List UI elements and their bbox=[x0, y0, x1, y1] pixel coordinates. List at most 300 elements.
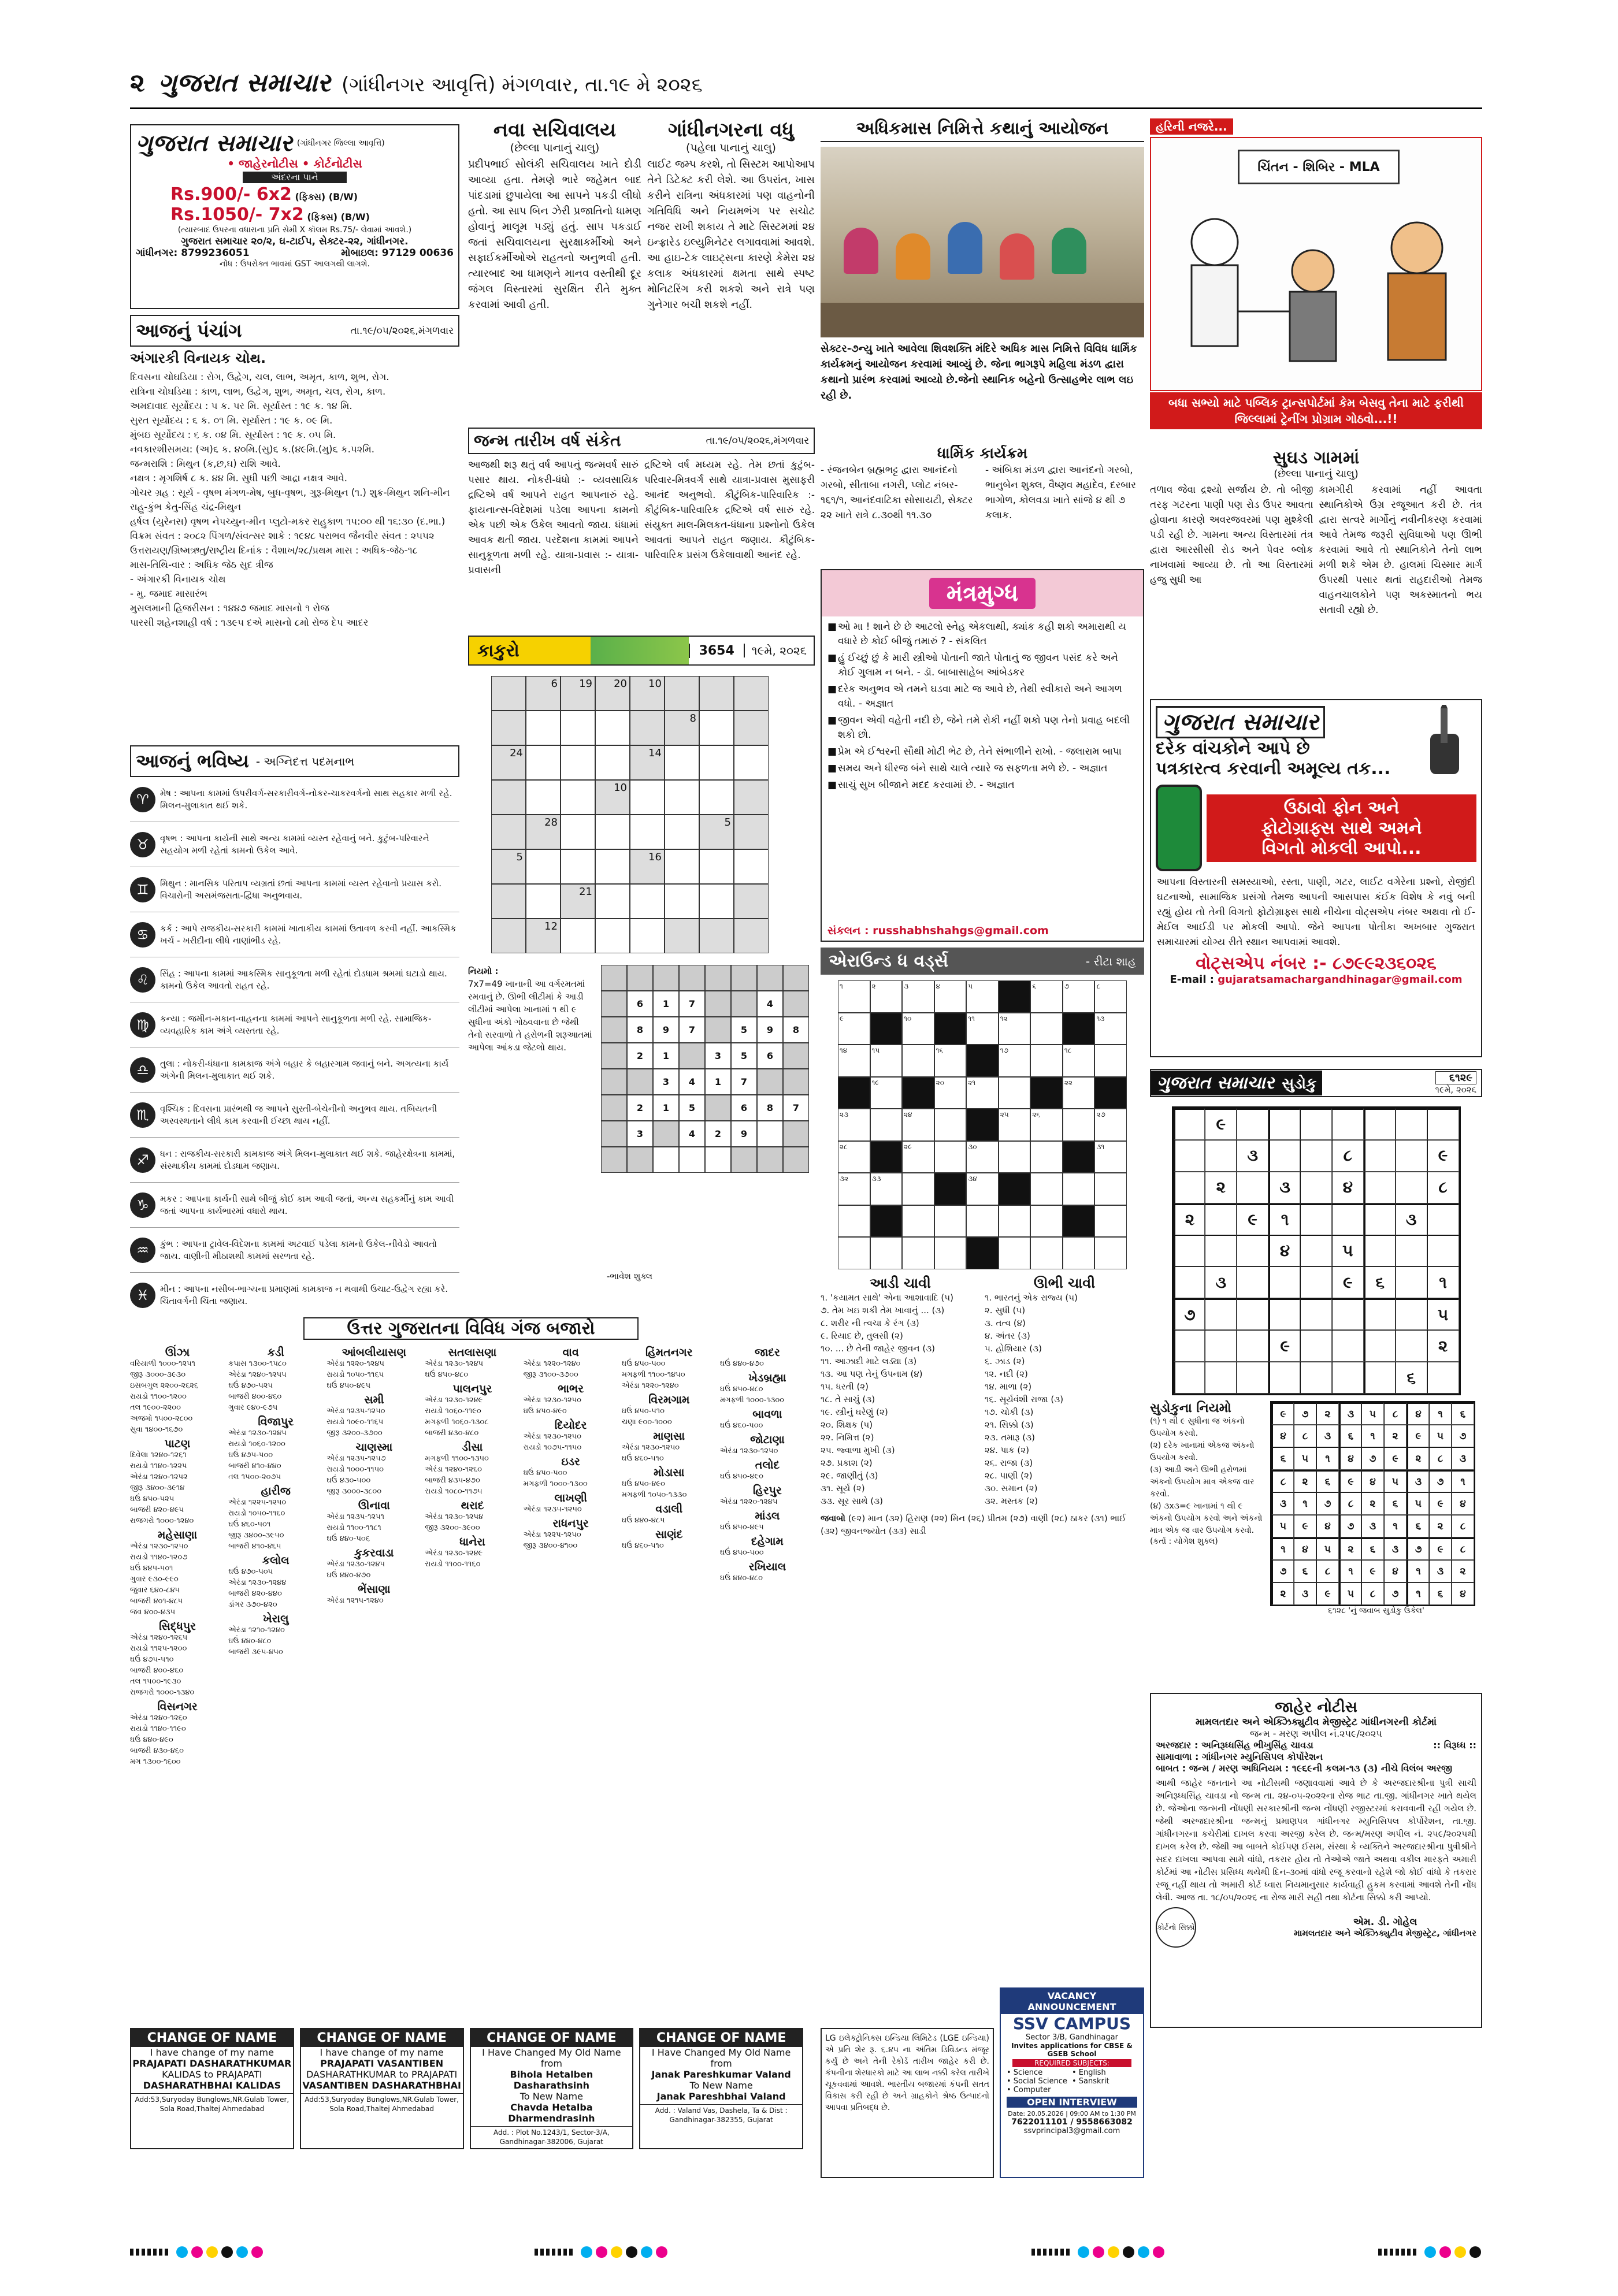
sudoku-cell[interactable] bbox=[1268, 1362, 1300, 1394]
kakuro-solution-cell bbox=[783, 1147, 809, 1173]
zodiac-icon: ♈ bbox=[130, 787, 155, 812]
market-row: બાજરી ૪૨૦-૪૪૦ bbox=[228, 1589, 282, 1598]
sudoku-cell: ૭ bbox=[1271, 1560, 1294, 1582]
kakuro-cell[interactable] bbox=[595, 884, 630, 919]
kakuro-cell[interactable] bbox=[665, 849, 699, 884]
sudoku-cell[interactable] bbox=[1364, 1108, 1396, 1140]
kakuro-cell[interactable] bbox=[561, 919, 595, 953]
sudoku-cell[interactable] bbox=[1332, 1362, 1364, 1394]
vacancy-email[interactable]: ssvprincipal3@gmail.com bbox=[1023, 2127, 1120, 2135]
crossword-down-title: ઊભી ચાવી bbox=[1033, 1275, 1096, 1291]
sudoku-cell: ૩ bbox=[1361, 1515, 1384, 1537]
sudoku-cell: ૩ bbox=[1452, 1447, 1474, 1470]
market-row: ઘઉં ૪૭૦-૫૨૫ bbox=[228, 1381, 273, 1390]
market-row: એરંડા ૧૨૪૦-૧૨૫૫ bbox=[228, 1370, 287, 1379]
kakuro-cell[interactable] bbox=[561, 815, 595, 849]
market-yard-name: કડી bbox=[267, 1346, 284, 1359]
panchang-line: મુસલમાની હિજરીસન : ૧૪૪૭ જમાદ માસનો ૧ રોજ bbox=[130, 603, 329, 614]
cell-number: ૭ bbox=[1064, 982, 1070, 990]
press-slogan-1: દરેક વાંચકોને આપે છે bbox=[1156, 738, 1310, 759]
sudoku-cell[interactable] bbox=[1300, 1140, 1332, 1172]
kakuro-cell[interactable] bbox=[699, 745, 734, 780]
registration-dot bbox=[596, 2246, 607, 2258]
crossword-cell[interactable] bbox=[1030, 1141, 1063, 1173]
registration-dot bbox=[1469, 2246, 1481, 2258]
sudoku-cell[interactable] bbox=[1237, 1330, 1268, 1362]
sudoku-cell: ૯ bbox=[1316, 1582, 1339, 1605]
market-row: બાજરી ૪૦૦-૪૬૦ bbox=[130, 1666, 184, 1675]
crossword-cell[interactable] bbox=[838, 1109, 870, 1141]
market-row: ઘઉં ૪૪૦-૪૭૦ bbox=[719, 1359, 764, 1368]
cell-number: ૩૦ bbox=[968, 1142, 977, 1151]
sudoku-cell[interactable] bbox=[1237, 1266, 1268, 1298]
crossword-cell[interactable] bbox=[1063, 1045, 1095, 1077]
crossword-cell[interactable] bbox=[1030, 1173, 1063, 1205]
sudoku-cell[interactable] bbox=[1237, 1172, 1268, 1203]
kakuro-cell[interactable] bbox=[630, 815, 665, 849]
sudoku-cell[interactable] bbox=[1396, 1266, 1427, 1298]
crossword-cell[interactable] bbox=[870, 1045, 903, 1077]
market-row: એરંડા ૧૨૪૦-૧૨૬૦ bbox=[425, 1465, 482, 1474]
kakuro-solution-cell: 2 bbox=[705, 1121, 731, 1147]
market-row: રાયડો ૧૧૦૦-૧૧૮૧ bbox=[326, 1524, 381, 1532]
market-row: ઘઉં ૪૪૦-૫૦૬ bbox=[326, 1535, 370, 1543]
crossword-cell[interactable] bbox=[870, 980, 903, 1013]
crossword-cell[interactable] bbox=[1063, 1077, 1095, 1109]
crossword-cell[interactable] bbox=[838, 1013, 870, 1045]
bullet-icon: ■ bbox=[827, 715, 837, 726]
sudoku-cell[interactable] bbox=[1205, 1235, 1237, 1267]
sudoku-cell: ૪ bbox=[1361, 1470, 1384, 1492]
kakuro-cell[interactable] bbox=[595, 849, 630, 884]
crossword-cell[interactable] bbox=[1094, 1109, 1127, 1141]
mantra-contact[interactable]: russhabhshahgs@gmail.com bbox=[873, 924, 1049, 937]
kakuro-solution-cell: 7 bbox=[783, 1095, 809, 1121]
crossword-cell[interactable] bbox=[934, 980, 967, 1013]
sudoku-cell[interactable] bbox=[1174, 1266, 1205, 1298]
kakuro-cell[interactable] bbox=[595, 745, 630, 780]
registration-dot bbox=[206, 2246, 218, 2258]
sudoku-cell[interactable] bbox=[1268, 1108, 1300, 1140]
zodiac-icon: ♌ bbox=[130, 967, 155, 993]
sudoku-cell[interactable] bbox=[1174, 1362, 1205, 1394]
crossword-cell[interactable] bbox=[902, 1013, 934, 1045]
notice-title: જાહેર નોટીસ bbox=[1275, 1699, 1357, 1716]
crossword-cell[interactable] bbox=[902, 1173, 934, 1205]
sudoku-cell[interactable] bbox=[1205, 1140, 1237, 1172]
kakuro-solution-cell: 5 bbox=[731, 1043, 757, 1069]
market-row: બાજરી ૪૦૧-૪૮૫ bbox=[130, 1597, 183, 1606]
crossword-cell[interactable] bbox=[902, 980, 934, 1013]
crossword-cell[interactable] bbox=[1030, 1205, 1063, 1238]
crossword-cell[interactable] bbox=[999, 1045, 1031, 1077]
whatsapp-number[interactable]: ૮૭૯૯૨૩૬૦૨૬ bbox=[1333, 953, 1437, 974]
sudoku-cell[interactable] bbox=[1396, 1298, 1427, 1330]
market-row: ઇસબગુલ ૨૨૦૦-૨૬૨૬ bbox=[130, 1381, 199, 1390]
market-row: બાજરી ૪૨૦-૪૯૫ bbox=[130, 1506, 184, 1514]
crossword-cell[interactable] bbox=[934, 1237, 967, 1269]
change-line-2: Bihola Hetalben Dasharathsinh bbox=[510, 2069, 593, 2091]
crossword-cell[interactable] bbox=[999, 1077, 1031, 1109]
crossword-cell[interactable] bbox=[934, 1109, 967, 1141]
market-row: એરંડા ૧૨૩૦-૧૨૪૪ bbox=[228, 1578, 287, 1587]
crossword-cell[interactable] bbox=[1094, 1013, 1127, 1045]
market-row: ઘઉં ૪૭૫-૫૧૦ bbox=[130, 1655, 174, 1664]
lg-notice bbox=[821, 2028, 994, 2178]
market-yard-name: બાવળા bbox=[752, 1408, 782, 1421]
horoscope-row bbox=[130, 822, 459, 867]
market-column bbox=[326, 1344, 421, 1945]
market-yard-name: ભાભર bbox=[558, 1383, 584, 1395]
sudoku-cell[interactable] bbox=[1237, 1298, 1268, 1330]
market-row: એરંડા ૧૨૧૫-૧૨૪૦ bbox=[326, 1596, 384, 1605]
birthday-date: તા.૧૯/૦૫/૨૦૨૬,મંગળવાર bbox=[706, 435, 809, 447]
crossword-cell[interactable] bbox=[1094, 1173, 1127, 1205]
sudoku-cell: ૩ bbox=[1339, 1402, 1361, 1425]
sudoku-cell: ૮ bbox=[1271, 1470, 1294, 1492]
sudoku-rule: (૨) દરેક ખાનામાં એકજ અંકનો ઉપયોગ કરવો. bbox=[1150, 1441, 1255, 1462]
sudoku-cell[interactable] bbox=[1396, 1108, 1427, 1140]
registration-dot bbox=[176, 2246, 188, 2258]
kakuro-solution-cell: 5 bbox=[679, 1095, 705, 1121]
kakuro-solution-cell bbox=[601, 1121, 627, 1147]
across-clue: ૧૩. આ પણ તેનું ઉપનામ (૪) bbox=[821, 1369, 923, 1379]
sudoku-cell: ૨ bbox=[1384, 1425, 1407, 1447]
kakuro-cell[interactable] bbox=[595, 711, 630, 745]
crossword-cell[interactable] bbox=[966, 980, 999, 1013]
crossword-cell[interactable] bbox=[870, 1109, 903, 1141]
market-yard-name: લાખણી bbox=[554, 1492, 587, 1504]
market-yard-name: માણસા bbox=[653, 1430, 685, 1443]
crossword-cell[interactable] bbox=[966, 1173, 999, 1205]
crossword-cell[interactable] bbox=[1094, 980, 1127, 1013]
kakuro-solution-cell bbox=[601, 965, 627, 991]
crossword-cell[interactable] bbox=[870, 1237, 903, 1269]
crossword-cell[interactable] bbox=[1094, 1141, 1127, 1173]
crossword-cell[interactable] bbox=[934, 1045, 967, 1077]
market-row: ઘઉં ૪૫૦-૪૮૦ bbox=[425, 1370, 469, 1379]
crossword-cell[interactable] bbox=[838, 1237, 870, 1269]
sudoku-cell: ૩ bbox=[1384, 1537, 1407, 1560]
panchang-date: તા.૧૯/૦૫/૨૦૨૬,મંગળવાર bbox=[350, 325, 454, 337]
registration-dot bbox=[1108, 2246, 1119, 2258]
crossword-cell[interactable] bbox=[1094, 1045, 1127, 1077]
crossword-cell[interactable] bbox=[966, 1141, 999, 1173]
horoscope-row bbox=[130, 777, 459, 822]
crossword-cell[interactable] bbox=[934, 1205, 967, 1238]
sudoku-cell[interactable] bbox=[1205, 1298, 1237, 1330]
sudoku-cell[interactable] bbox=[1364, 1298, 1396, 1330]
kakuro-solution-cell bbox=[601, 1095, 627, 1121]
kakuro-solution-cell bbox=[783, 991, 809, 1017]
sudoku-cell[interactable] bbox=[1300, 1235, 1332, 1267]
market-row: એરંડા ૧૨૩૦-૧૨૫૦ bbox=[621, 1443, 680, 1452]
kakuro-cell[interactable] bbox=[561, 849, 595, 884]
panchang-line: - અંગારકી વિનાયક ચોથ bbox=[130, 574, 226, 585]
kakuro-cell[interactable] bbox=[665, 745, 699, 780]
crossword-cell[interactable] bbox=[1063, 1109, 1095, 1141]
crossword-cell[interactable] bbox=[1030, 1045, 1063, 1077]
sudoku-cell[interactable] bbox=[1237, 1362, 1268, 1394]
kakuro-cell[interactable] bbox=[526, 849, 561, 884]
kakuro-cell[interactable] bbox=[734, 849, 769, 884]
sudoku-cell: ૫ bbox=[1294, 1447, 1316, 1470]
cartoon-caption: બધા સભ્યો માટે પબ્લિક ટ્રાન્સપોર્ટમાં કેમ બેસવુ તેના માટે ફરીથી જિલ્લામાં ટ્રેનીંગ પ્રોગ્રામ ગોઠવો...!! bbox=[1150, 392, 1482, 429]
sudoku-cell[interactable] bbox=[1300, 1266, 1332, 1298]
crossword-cell[interactable] bbox=[999, 1109, 1031, 1141]
zodiac-icon: ♎ bbox=[130, 1057, 155, 1083]
crossword-cell[interactable] bbox=[902, 1045, 934, 1077]
market-row: એરંડા ૧૨૩૫-૧૨૫૭ bbox=[326, 1454, 386, 1463]
kakuro-cell[interactable] bbox=[630, 780, 665, 815]
sudoku-cell[interactable] bbox=[1300, 1362, 1332, 1394]
market-row: એરંડા ૧૨૧૦-૧૨૪૦ bbox=[228, 1626, 285, 1634]
sudoku-cell: ૨ bbox=[1452, 1560, 1474, 1582]
sudoku-cell[interactable] bbox=[1396, 1235, 1427, 1267]
press-banner-1: ઉઠાવો ફોન અને bbox=[1283, 797, 1400, 818]
crossword-author: - રીટા શાહ bbox=[1085, 954, 1136, 968]
crossword-cell[interactable] bbox=[902, 1237, 934, 1269]
kakuro-cell[interactable] bbox=[526, 711, 561, 745]
sudoku-cell[interactable] bbox=[1427, 1235, 1459, 1267]
kakuro-clue-cell: 8 bbox=[665, 711, 699, 745]
crossword-grid bbox=[838, 980, 1127, 1269]
sudoku-cell[interactable] bbox=[1396, 1140, 1427, 1172]
sudoku-cell[interactable] bbox=[1300, 1172, 1332, 1203]
sudoku-cell: ૮ bbox=[1361, 1582, 1384, 1605]
kakuro-solution-cell: 8 bbox=[783, 1017, 809, 1043]
sudoku-cell[interactable] bbox=[1174, 1330, 1205, 1362]
crossword-cell[interactable] bbox=[966, 1013, 999, 1045]
cell-number: ૧૫ bbox=[871, 1046, 880, 1055]
sudoku-cell[interactable] bbox=[1205, 1203, 1237, 1235]
sudoku-cell[interactable] bbox=[1205, 1362, 1237, 1394]
market-yard-name: ખેરાલુ bbox=[262, 1613, 289, 1625]
kakuro-cell[interactable] bbox=[595, 815, 630, 849]
crossword-cell[interactable] bbox=[902, 1141, 934, 1173]
crossword-cell[interactable] bbox=[999, 1141, 1031, 1173]
sudoku-cell[interactable] bbox=[1364, 1140, 1396, 1172]
email-label: E-mail : bbox=[1170, 974, 1214, 986]
sudoku-cell[interactable] bbox=[1364, 1172, 1396, 1203]
crossword-cell[interactable] bbox=[1063, 1173, 1095, 1205]
kakuro-cell[interactable] bbox=[665, 815, 699, 849]
sudoku-cell[interactable] bbox=[1300, 1108, 1332, 1140]
sudoku-cell[interactable] bbox=[1268, 1266, 1300, 1298]
kakuro-cell[interactable] bbox=[630, 884, 665, 919]
sudoku-cell: ૪ bbox=[1452, 1492, 1474, 1515]
sudoku-cell[interactable] bbox=[1237, 1235, 1268, 1267]
sudoku-cell[interactable] bbox=[1268, 1140, 1300, 1172]
crossword-cell[interactable] bbox=[1063, 1237, 1095, 1269]
market-row: ઘઉં ૪૬૦-૫૧૦ bbox=[621, 1454, 664, 1463]
cell-number: ૬ bbox=[1032, 982, 1037, 990]
down-clue: ૫. હોશિયાર (૩) bbox=[985, 1343, 1042, 1354]
sudoku-cell[interactable] bbox=[1300, 1298, 1332, 1330]
across-clue: ૩૩. સૂર સાથે (૩) bbox=[821, 1496, 883, 1506]
kakuro-cell[interactable] bbox=[595, 919, 630, 953]
down-clue: ૩. તત્વ (૪) bbox=[985, 1318, 1026, 1328]
sudoku-cell[interactable] bbox=[1427, 1203, 1459, 1235]
crossword-cell[interactable] bbox=[1030, 1013, 1063, 1045]
market-row: જીરૂ ૩૧૦૦-૩૭૦૦ bbox=[523, 1370, 578, 1379]
sudoku-cell[interactable] bbox=[1427, 1108, 1459, 1140]
horoscope-row bbox=[130, 867, 459, 912]
sudoku-rule: (૩) આડી અને ઊભી હરોળમાં અંકનો ઉપયોગ માત્ર એકજ વાર કરવો. bbox=[1150, 1465, 1255, 1499]
sudoku-cell[interactable] bbox=[1427, 1362, 1459, 1394]
kakuro-cell[interactable] bbox=[699, 884, 734, 919]
across-clue: ૩૧. સૂર્ય (૨) bbox=[821, 1483, 865, 1493]
across-clue: ૭. તેમ ખઇ શકી તેમ ખાવાનું ... (૩) bbox=[821, 1305, 945, 1316]
panchang-title: આજનું પંચાંગ bbox=[136, 319, 242, 341]
market-title-box bbox=[303, 1317, 639, 1340]
registration-dot bbox=[581, 2246, 592, 2258]
sudoku-cell[interactable] bbox=[1174, 1140, 1205, 1172]
ad-type: • જાહેરનોટીસ • કોર્ટનોટીસ bbox=[227, 157, 362, 170]
sudoku-cell[interactable] bbox=[1396, 1172, 1427, 1203]
crossword-cell[interactable] bbox=[1030, 1237, 1063, 1269]
zodiac-icon: ♐ bbox=[130, 1147, 155, 1173]
sudoku-cell[interactable] bbox=[1174, 1108, 1205, 1140]
horoscope-row bbox=[130, 1138, 459, 1183]
sudoku-cell: ૬ bbox=[1364, 1266, 1396, 1298]
cartoon-drawing bbox=[1151, 138, 1481, 390]
crossword-cell[interactable] bbox=[999, 1205, 1031, 1238]
sudoku-cell: ૧ bbox=[1384, 1515, 1407, 1537]
sudoku-cell[interactable] bbox=[1332, 1203, 1364, 1235]
kakuro-cell[interactable] bbox=[561, 780, 595, 815]
sudoku-cell: ૬ bbox=[1452, 1402, 1474, 1425]
market-column bbox=[130, 1344, 225, 1945]
down-clue: ૧૪. માળા (૨) bbox=[985, 1381, 1032, 1392]
horoscope-row bbox=[130, 1228, 459, 1273]
market-row: જીરૂ ૩૨૦૦-૩૯૦૦ bbox=[425, 1524, 480, 1532]
crossword-cell[interactable] bbox=[902, 1205, 934, 1238]
crossword-cell[interactable] bbox=[838, 1205, 870, 1238]
kakuro-cell[interactable] bbox=[526, 884, 561, 919]
kakuro-cell[interactable] bbox=[526, 780, 561, 815]
kakuro-cell[interactable] bbox=[699, 849, 734, 884]
sudoku-cell: ૪ bbox=[1268, 1235, 1300, 1267]
sudoku-cell: ૭ bbox=[1384, 1582, 1407, 1605]
press-email[interactable]: gujaratsamachargandhinagar@gmail.com bbox=[1218, 974, 1463, 986]
crossword-cell[interactable] bbox=[999, 1013, 1031, 1045]
vacancy-req: REQUIRED SUBJECTS: bbox=[1012, 2059, 1131, 2067]
rate-1: Rs.900/- 6x2 bbox=[170, 184, 292, 205]
kakuro-solution-cell bbox=[601, 1069, 627, 1095]
crossword-cell[interactable] bbox=[1094, 1237, 1127, 1269]
sudoku-cell[interactable] bbox=[1300, 1330, 1332, 1362]
kakuro-cell[interactable] bbox=[561, 745, 595, 780]
kakuro-cell[interactable] bbox=[561, 711, 595, 745]
crossword-cell[interactable] bbox=[838, 1141, 870, 1173]
sudoku-cell[interactable] bbox=[1364, 1362, 1396, 1394]
horoscope-text: મકર : આપના કાર્યની સાથે બીજું કોઈ કામ આવી જતાં, અન્ય સહકર્મીનું કામ આવી જતાં આપના કાર્યભારમાં વધારો થાય. bbox=[160, 1193, 454, 1216]
kakuro-solution-cell: 8 bbox=[757, 1095, 783, 1121]
registration-dot bbox=[251, 2246, 263, 2258]
kakuro-cell[interactable] bbox=[699, 711, 734, 745]
crossword-cell[interactable] bbox=[1094, 1205, 1127, 1238]
crossword-cell[interactable] bbox=[966, 1077, 999, 1109]
news2-body: લાઈટ જમ્પ કરશે, તો સિસ્ટમ આપોઆપ તેને ડિટેક્ટ કરી લેશે. આ ઉપરાંત, ખાસ કરીને રાત્રિના અંધકારમાં પણ વાહનોની ગતિવિધિ અને નિયમભંગ પર સચોટ નજર રાખી શકાય તે માટે સિસ્ટમમાં ૨૪ ઇન્ફ્રારેડ ઇલ્યુમિનેટર લગાવવામાં આવશે. આ હાઇ-ટેક લાઇટ્સના કારણે કેમેરા ૨૪ કલાક અંધકારમાં ક્ષમતા સાથે સ્પષ્ટ મોનિટરિંગ કરી શકશે અને રાત્રે પણ ગુનેગાર બચી શકશે નહીં. bbox=[647, 158, 815, 311]
change-of-name-ad bbox=[639, 2028, 803, 2149]
sudoku-cell[interactable] bbox=[1268, 1298, 1300, 1330]
kakuro-solution-cell: 9 bbox=[757, 1017, 783, 1043]
sudoku-cell: ૪ bbox=[1271, 1425, 1294, 1447]
sudoku-cell[interactable] bbox=[1364, 1235, 1396, 1267]
sudoku-cell[interactable] bbox=[1332, 1108, 1364, 1140]
vacancy-title: VACANCY ANNOUNCEMENT bbox=[1001, 1989, 1143, 2014]
crossword-cell[interactable] bbox=[838, 980, 870, 1013]
crossword-block bbox=[1063, 1141, 1095, 1173]
sudoku-cell[interactable] bbox=[1332, 1298, 1364, 1330]
crossword-cell[interactable] bbox=[934, 1141, 967, 1173]
change-line-3: To New Name bbox=[519, 2091, 583, 2102]
kakuro-solution-cell bbox=[731, 1147, 757, 1173]
registration-bar bbox=[1031, 2249, 1072, 2256]
sudoku-cell[interactable] bbox=[1205, 1330, 1237, 1362]
sudoku-cell: ૬ bbox=[1294, 1560, 1316, 1582]
market-row: ઘઉં ૪૪૦-૪૮૦ bbox=[228, 1637, 272, 1645]
panchang-line: નવકારશીસમય: (અ)૬ ક. ૪૦મિ.(સુ)૬ ક.(૪૯મિ.(મુ)૬ ક.૫૨મિ. bbox=[130, 444, 374, 455]
sudoku-cell[interactable] bbox=[1174, 1235, 1205, 1267]
adhikmas-title: અધિકમાસ નિમિત્તે કથાનું આયોજન bbox=[821, 118, 1144, 142]
crossword-cell[interactable] bbox=[934, 1077, 967, 1109]
market-row: બાજરી ૩૯૫-૪૫૦ bbox=[228, 1648, 283, 1656]
change-line-4: VASANTIBEN DASHARATHBHAI bbox=[302, 2080, 461, 2091]
market-row: એરંડા ૧૨૩૦-૧૨૫૦ bbox=[523, 1396, 581, 1405]
crossword-cell[interactable] bbox=[1030, 980, 1063, 1013]
horoscope-text: સિંહ : આપના કામમાં આકસ્મિક સાનુકૂળતા મળી રહેતાં દોડધામ શ્રમમાં ઘટાડો થાય. કામનો ઉકેલ આવતો રાહત રહે. bbox=[160, 968, 447, 991]
market-row: ઘઉં ૪૪૦-૪૮૫ bbox=[621, 1516, 665, 1525]
sudoku-cell[interactable] bbox=[1174, 1172, 1205, 1203]
crossword-cell[interactable] bbox=[1030, 1109, 1063, 1141]
kakuro-cell[interactable] bbox=[526, 745, 561, 780]
crossword-cell[interactable] bbox=[838, 1173, 870, 1205]
kakuro-cell[interactable] bbox=[630, 919, 665, 953]
cartoon-section bbox=[1150, 118, 1482, 442]
crossword-cell[interactable] bbox=[838, 1045, 870, 1077]
vacancy-phone[interactable]: 7622011101 / 9558663082 bbox=[1011, 2117, 1133, 2127]
fist-pen-icon bbox=[1413, 705, 1476, 780]
sudoku-cell[interactable] bbox=[1364, 1330, 1396, 1362]
crossword-cell[interactable] bbox=[902, 1109, 934, 1141]
sudoku-cell[interactable] bbox=[1396, 1330, 1427, 1362]
sudoku-cell[interactable] bbox=[1364, 1203, 1396, 1235]
cell-number: ૧૧ bbox=[968, 1014, 975, 1023]
religious-section bbox=[821, 445, 1144, 566]
cell-number: ૩૧ bbox=[1096, 1142, 1105, 1151]
kakuro-cell[interactable] bbox=[734, 745, 769, 780]
crossword-cell[interactable] bbox=[999, 1237, 1031, 1269]
kakuro-clue-cell bbox=[491, 711, 526, 745]
sudoku-cell[interactable] bbox=[1300, 1203, 1332, 1235]
crossword-cell[interactable] bbox=[966, 1205, 999, 1238]
kakuro-cell[interactable] bbox=[665, 780, 699, 815]
kakuro-cell[interactable] bbox=[699, 780, 734, 815]
kakuro-clue-cell bbox=[734, 884, 769, 919]
masthead-brand: ગુજરાત સમાચાર bbox=[158, 68, 331, 98]
sudoku-author: (કર્તા : યોગેશ શુક્લ) bbox=[1150, 1537, 1218, 1546]
sudoku-cell[interactable] bbox=[1237, 1108, 1268, 1140]
crossword-cell[interactable] bbox=[870, 1077, 903, 1109]
kakuro-cell[interactable] bbox=[665, 884, 699, 919]
cell-number: ૫ bbox=[968, 982, 973, 990]
crossword-cell[interactable] bbox=[1063, 980, 1095, 1013]
down-clue: ૨૧. સિક્કો (૩) bbox=[985, 1420, 1034, 1430]
sudoku-cell[interactable] bbox=[1332, 1330, 1364, 1362]
crossword-cell[interactable] bbox=[870, 1173, 903, 1205]
